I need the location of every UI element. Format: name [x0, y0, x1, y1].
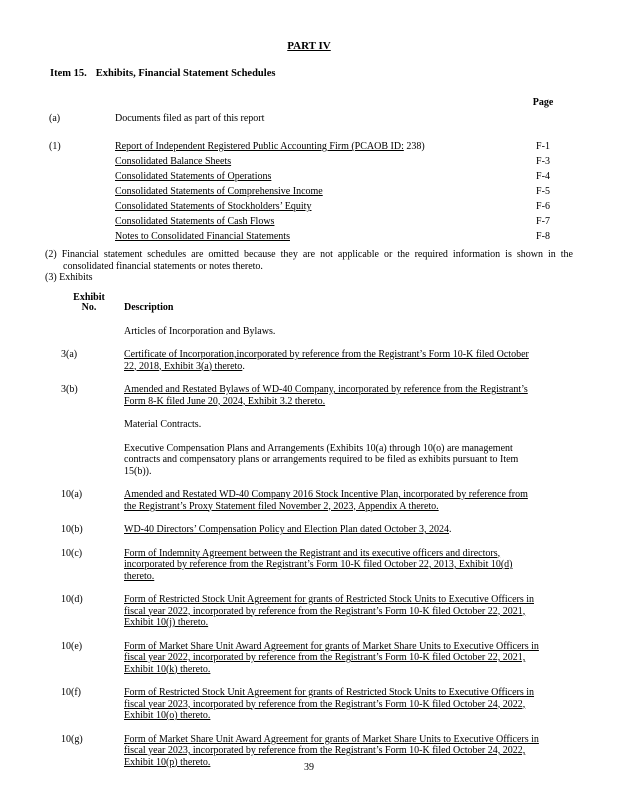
- exhibit-number: [61, 443, 117, 478]
- exhibit-link-tail: .: [242, 360, 245, 372]
- exhibit-description: [124, 443, 541, 478]
- exhibit-description: [124, 524, 541, 536]
- part-title: PART IV: [287, 40, 331, 52]
- exhibit-link[interactable]: Form of Indemnity Agreement between the Registrant and its executive officers and directors, incorporated by reference from the Registrant’s Form 10-K filed October 22, 2013, Exhibit 10(d) thereto.: [124, 547, 513, 582]
- exhibit-description: [124, 384, 541, 407]
- exhibit-link[interactable]: Amended and Restated Bylaws of WD-40 Company, incorporated by reference from the Registrant’s Form 8-K filed June 20, 2024, Exhibit 3.2 thereto.: [124, 384, 528, 407]
- statement-label: [49, 229, 115, 244]
- exhibit-link[interactable]: Form of Market Share Unit Award Agreement for grants of Market Share Units to Executive Officers in fiscal year 2023, incorporated by reference from the Registrant’s Form 10-K filed October 24, 2022, Exhibit 10(p) thereto.: [124, 733, 539, 768]
- statement-page: F-7: [536, 216, 550, 227]
- exhibit-number: 10(f): [61, 687, 81, 698]
- statement-row: [45, 139, 573, 154]
- statement-row: [45, 199, 573, 214]
- statement-page: F-1: [536, 141, 550, 152]
- exhibit-row: [45, 349, 573, 372]
- exhibit-text: Material Contracts.: [124, 419, 202, 430]
- note-2-label: (2): [45, 249, 57, 260]
- statement-row: [45, 154, 573, 169]
- statement-label: (1): [49, 141, 61, 152]
- statement-link[interactable]: Consolidated Statements of Cash Flows: [115, 216, 275, 227]
- statement-label: [49, 199, 115, 214]
- exhibit-description: [124, 641, 541, 676]
- note-3: [45, 272, 573, 284]
- exhibits-header-row: [45, 293, 573, 314]
- exhibit-number: 10(b): [61, 524, 83, 535]
- financial-statements-list: [45, 139, 573, 244]
- exhibit-description: [124, 548, 541, 583]
- exhibit-row: [45, 443, 573, 478]
- exhibit-row: [45, 419, 573, 431]
- statement-page: F-8: [536, 231, 550, 242]
- statement-page: F-3: [536, 156, 550, 167]
- exhibit-link-tail: .: [449, 524, 452, 535]
- item-number: Item 15.: [50, 68, 87, 79]
- statement-label: [49, 169, 115, 184]
- exhibit-link[interactable]: Form of Restricted Stock Unit Agreement for grants of Restricted Stock Units to Executive Officers in fiscal year 2022, incorporated by reference from the Registrant’s Form 10-K filed October 22, 2021, Exhibit 10(j) thereto.: [124, 594, 535, 628]
- statement-title: [115, 169, 513, 184]
- statement-label: [49, 184, 115, 199]
- statement-link[interactable]: Report of Independent Registered Public Accounting Firm (PCAOB ID:: [115, 141, 404, 152]
- note-2: [45, 249, 573, 272]
- page-column-header: Page: [532, 97, 554, 108]
- exhibit-row: [45, 384, 573, 407]
- statement-title: [115, 199, 513, 214]
- exhibit-description: [124, 489, 541, 512]
- exhibit-text: Executive Compensation Plans and Arrangements (Exhibits 10(a) through 10(o) are management contracts and compensatory plans or arrangements required to be filed as exhibits pursuant to Item 15(b)).: [124, 442, 519, 477]
- exhibit-description: [124, 594, 541, 629]
- statement-link[interactable]: Consolidated Statements of Comprehensive Income: [115, 186, 323, 197]
- description-header: Description: [124, 302, 174, 313]
- exhibit-link[interactable]: Form of Market Share Unit Award Agreement for grants of Market Share Units to Executive Officers in fiscal year 2022, incorporated by reference from the Registrant’s Form 10-K filed October 22, 2021, Exhibit 10(k) thereto.: [124, 640, 539, 675]
- exhibit-row: [45, 489, 573, 512]
- exhibit-number: 3(a): [61, 349, 78, 360]
- exhibit-link[interactable]: WD-40 Directors’ Compensation Policy and Election Plan dated October 3, 2024: [124, 524, 450, 535]
- exhibit-number: 10(d): [61, 594, 83, 605]
- statement-title: [115, 154, 513, 169]
- exhibits-rows: [45, 326, 573, 769]
- note-2-text: Financial statement schedules are omitted because they are not applicable or the required information is shown in the consolidated financial statements or notes thereto.: [61, 249, 573, 272]
- statement-page: F-4: [536, 171, 550, 182]
- note-3-label: (3): [45, 272, 57, 283]
- page-number: 39: [304, 762, 314, 773]
- statement-page: F-5: [536, 186, 550, 197]
- intro-text: Documents filed as part of this report: [115, 113, 265, 124]
- exhibit-link[interactable]: Amended and Restated WD-40 Company 2016 Stock Incentive Plan, incorporated by reference from the Registrant’s Proxy Statement filed November 2, 2023, Appendix A thereto.: [124, 489, 528, 512]
- statement-link[interactable]: Notes to Consolidated Financial Statements: [115, 231, 290, 242]
- statement-row: [45, 184, 573, 199]
- statement-row: [45, 229, 573, 244]
- statement-title: [115, 229, 513, 244]
- statement-title: [115, 214, 513, 229]
- statement-row: [45, 169, 573, 184]
- exhibit-number: 10(a): [61, 489, 83, 500]
- exhibit-number: [61, 419, 117, 431]
- exhibit-link[interactable]: Certificate of Incorporation,incorporated by reference from the Registrant’s Form 10-K filed October 22, 2018, Exhibit 3(a) thereto: [124, 349, 529, 372]
- page-column-header-row: [45, 97, 573, 109]
- exhibit-number: 10(g): [61, 733, 83, 745]
- exhibit-description: [124, 326, 541, 338]
- exhibit-number: [61, 326, 117, 338]
- note-3-text: Exhibits: [59, 272, 93, 283]
- notes-block: [45, 249, 573, 284]
- statement-title: [115, 184, 513, 199]
- exhibit-text: Articles of Incorporation and Bylaws.: [124, 325, 276, 337]
- exhibit-no-header: Exhibit No.: [73, 291, 105, 313]
- statement-title: [115, 139, 513, 154]
- statement-label: [49, 214, 115, 229]
- exhibits-table: [45, 293, 573, 769]
- statement-row: [45, 214, 573, 229]
- statement-link[interactable]: Consolidated Balance Sheets: [115, 156, 232, 167]
- exhibit-description: [124, 687, 541, 722]
- exhibit-number: 3(b): [61, 384, 78, 395]
- exhibit-number: 10(e): [61, 640, 83, 652]
- exhibit-description: [124, 419, 541, 431]
- statement-page: F-6: [536, 201, 550, 212]
- statement-link[interactable]: Consolidated Statements of Stockholders’ Equity: [115, 201, 312, 212]
- exhibit-row: [45, 641, 573, 676]
- statement-link[interactable]: Consolidated Statements of Operations: [115, 171, 272, 182]
- exhibit-number: 10(c): [61, 547, 83, 559]
- exhibit-link[interactable]: Form of Restricted Stock Unit Agreement for grants of Restricted Stock Units to Executive Officers in fiscal year 2023, incorporated by reference from the Registrant’s Form 10-K filed October 24, 2022, Exhibit 10(o) thereto.: [124, 687, 535, 721]
- intro-label: (a): [49, 113, 61, 124]
- exhibit-row: [45, 326, 573, 338]
- exhibit-description: [124, 349, 541, 372]
- documents-intro-row: [45, 113, 573, 125]
- statement-label: [49, 154, 115, 169]
- statement-link-tail: 238): [403, 141, 425, 152]
- documents-filed-table: [45, 97, 573, 244]
- item-title: Exhibits, Financial Statement Schedules: [95, 68, 276, 79]
- exhibit-row: [45, 594, 573, 629]
- exhibit-row: [45, 524, 573, 536]
- exhibit-row: [45, 548, 573, 583]
- item-heading: [50, 68, 573, 79]
- exhibit-row: [45, 687, 573, 722]
